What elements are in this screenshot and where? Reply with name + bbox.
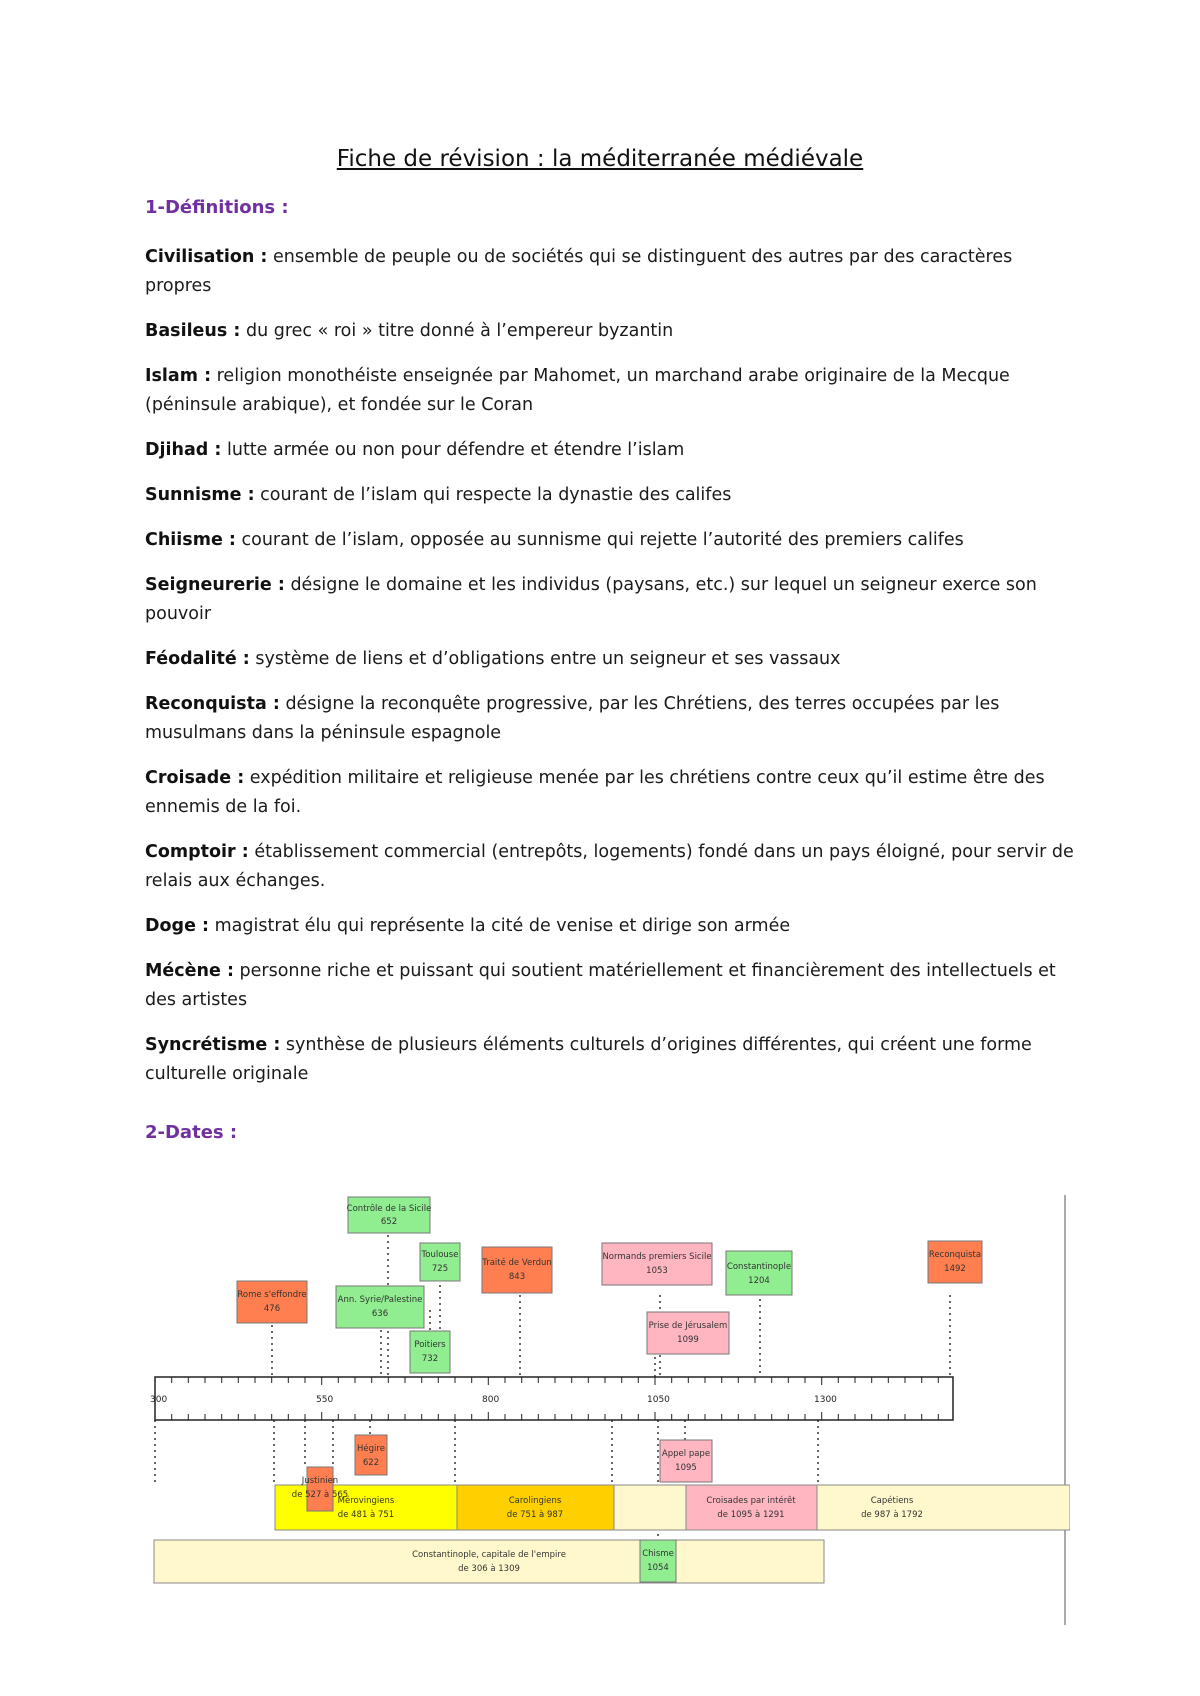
definition-term: Djihad : (145, 440, 222, 460)
definition-islam (145, 362, 1075, 420)
definition-croisade (145, 764, 1075, 822)
event-label: Ann. Syrie/Palestine (337, 1295, 423, 1305)
event-label: Poitiers (414, 1340, 446, 1350)
period-range: de 1095 à 1291 (717, 1510, 785, 1520)
event-label: Rome s'effondre (237, 1290, 307, 1300)
event-constantinople-1204 (726, 1251, 792, 1295)
definition-desc: courant de l’islam qui respecte la dynastie des califes (254, 485, 732, 505)
axis-label-1300: 1300 (814, 1395, 837, 1405)
event-date: 652 (380, 1217, 398, 1227)
event-date: 622 (362, 1458, 380, 1468)
period-constantinople (154, 1540, 824, 1583)
period-range: de 306 à 1309 (458, 1564, 520, 1574)
event-label: Justinien (301, 1476, 339, 1486)
period-box (154, 1540, 824, 1583)
definition-term: Chiisme : (145, 530, 236, 550)
definition-term: Mécène : (145, 961, 234, 981)
event-box (307, 1467, 333, 1511)
definition-seigneurerie (145, 571, 1075, 629)
event-box (640, 1540, 676, 1582)
event-controle-sicile (347, 1197, 432, 1233)
event-appel-pape (660, 1440, 712, 1482)
event-box (410, 1331, 450, 1373)
event-label: Normands premiers Sicile (602, 1252, 712, 1262)
definition-feodalite (145, 645, 1075, 674)
event-date: 636 (371, 1309, 389, 1319)
event-date: 725 (431, 1264, 449, 1274)
event-rome-effondre (237, 1281, 307, 1323)
definition-desc: système de liens et d’obligations entre un seigneur et ses vassaux (249, 649, 841, 669)
definition-reconquista (145, 690, 1075, 748)
event-date: 1095 (675, 1463, 697, 1473)
definition-term: Civilisation : (145, 247, 268, 267)
period-box (457, 1485, 614, 1530)
definition-basileus (145, 317, 1075, 346)
definitions-heading: 1-Définitions : (145, 197, 289, 218)
definition-desc: établissement commercial (entrepôts, logements) fondé dans un pays éloigné, pour servir de relais aux échanges. (145, 842, 1074, 891)
event-box (726, 1251, 792, 1295)
dates-heading: 2-Dates : (145, 1122, 238, 1143)
event-box (336, 1286, 424, 1328)
event-prise-jerusalem (647, 1312, 729, 1354)
definition-term: Islam : (145, 366, 212, 386)
definition-term: Féodalité : (145, 649, 250, 669)
definition-desc: ensemble de peuple ou de sociétés qui se distinguent des autres par des caractères propres (145, 247, 1013, 296)
timeline-diagram (150, 1195, 1070, 1635)
period-label: Capétiens (870, 1496, 914, 1506)
definition-term: Doge : (145, 916, 210, 936)
period-label: Constantinople, capitale de l'empire (412, 1550, 566, 1560)
event-label: Constantinople (726, 1262, 792, 1272)
event-traite-verdun (481, 1247, 552, 1293)
event-date: 1204 (748, 1276, 770, 1286)
period-box (614, 1485, 1070, 1530)
period-range: de 751 à 987 (506, 1510, 564, 1520)
event-date: 1054 (647, 1563, 669, 1573)
period-label: Croisades par intérêt (706, 1496, 796, 1506)
period-label: Carolingiens (508, 1496, 562, 1506)
definition-doge (145, 912, 1075, 941)
event-box (420, 1243, 460, 1281)
event-box (660, 1440, 712, 1482)
definition-desc: personne riche et puissant qui soutient matériellement et financièrement des intellectuels et des artistes (145, 961, 1056, 1010)
definition-comptoir (145, 838, 1075, 896)
event-label: Chisme (642, 1549, 674, 1559)
event-date: 1053 (646, 1266, 668, 1276)
event-date: 732 (421, 1354, 439, 1364)
event-label: Contrôle de la Sicile (346, 1204, 432, 1214)
event-date: 476 (263, 1304, 281, 1314)
definition-term: Reconquista : (145, 694, 280, 714)
definition-term: Comptoir : (145, 842, 249, 862)
event-date: 1492 (944, 1264, 966, 1274)
definition-desc: désigne la reconquête progressive, par les Chrétiens, des terres occupées par les musulmans dans la péninsule espagnole (145, 694, 1000, 743)
event-date: de 527 à 565 (291, 1490, 349, 1500)
definitions-list (145, 243, 1075, 1105)
period-range: de 481 à 751 (337, 1510, 395, 1520)
axis-label-300: 300 (150, 1395, 168, 1405)
definition-desc: désigne le domaine et les individus (paysans, etc.) sur lequel un seigneur exerce son pouvoir (145, 575, 1037, 624)
event-toulouse (420, 1243, 460, 1281)
definition-desc: courant de l’islam, opposée au sunnisme qui rejette l’autorité des premiers califes (235, 530, 964, 550)
definition-term: Basileus : (145, 321, 241, 341)
page-title: Fiche de révision : la méditerranée médiévale (336, 146, 864, 172)
event-box (237, 1281, 307, 1323)
event-syrie-palestine (336, 1286, 424, 1328)
definition-desc: magistrat élu qui représente la cité de venise et dirige son armée (209, 916, 791, 936)
definition-desc: lutte armée ou non pour défendre et étendre l’islam (221, 440, 685, 460)
event-box (647, 1312, 729, 1354)
definition-term: Seigneurerie : (145, 575, 285, 595)
event-box (355, 1435, 387, 1475)
event-label: Appel pape (661, 1449, 711, 1459)
definition-term: Syncrétisme : (145, 1035, 281, 1055)
definition-desc: synthèse de plusieurs éléments culturels d’origines différentes, qui créent une forme culturelle originale (145, 1035, 1032, 1084)
event-date: 1099 (677, 1335, 699, 1345)
period-carolingiens (457, 1485, 614, 1530)
event-reconquista (928, 1241, 982, 1283)
axis-label-550: 550 (316, 1395, 334, 1405)
event-label: Toulouse (421, 1250, 459, 1260)
event-box (348, 1197, 430, 1233)
period-label: Mérovingiens (337, 1496, 395, 1506)
period-croisades (686, 1485, 817, 1530)
event-date: 843 (508, 1272, 526, 1282)
definition-syncretisme (145, 1031, 1075, 1089)
event-label: Traité de Verdun (482, 1258, 552, 1268)
event-chisme (640, 1540, 676, 1582)
axis-label-800: 800 (482, 1395, 500, 1405)
definition-term: Croisade : (145, 768, 245, 788)
definition-desc: religion monothéiste enseignée par Mahomet, un marchand arabe originaire de la Mecque (péninsule arabique), et fondée sur le Coran (145, 366, 1010, 415)
event-label: Hégire (357, 1444, 385, 1454)
period-range: de 987 à 1792 (861, 1510, 923, 1520)
definition-djihad (145, 436, 1075, 465)
event-box (602, 1243, 712, 1285)
event-label: Prise de Jérusalem (648, 1321, 728, 1331)
definition-desc: expédition militaire et religieuse menée par les chrétiens contre ceux qu’il estime être des ennemis de la foi. (145, 768, 1045, 817)
event-normands-sicile (602, 1243, 712, 1285)
axis-label-1050: 1050 (647, 1395, 670, 1405)
event-poitiers (410, 1331, 450, 1373)
event-box (928, 1241, 982, 1283)
event-hegire (355, 1435, 387, 1475)
definition-desc: du grec « roi » titre donné à l’empereur byzantin (240, 321, 674, 341)
definition-chiisme (145, 526, 1075, 555)
definition-sunnisme (145, 481, 1075, 510)
event-box (482, 1247, 552, 1293)
definition-mecene (145, 957, 1075, 1015)
period-capetiens (614, 1485, 1070, 1530)
definition-civilisation (145, 243, 1075, 301)
definition-term: Sunnisme : (145, 485, 255, 505)
event-label: Reconquista (928, 1250, 982, 1260)
period-box (686, 1485, 817, 1530)
